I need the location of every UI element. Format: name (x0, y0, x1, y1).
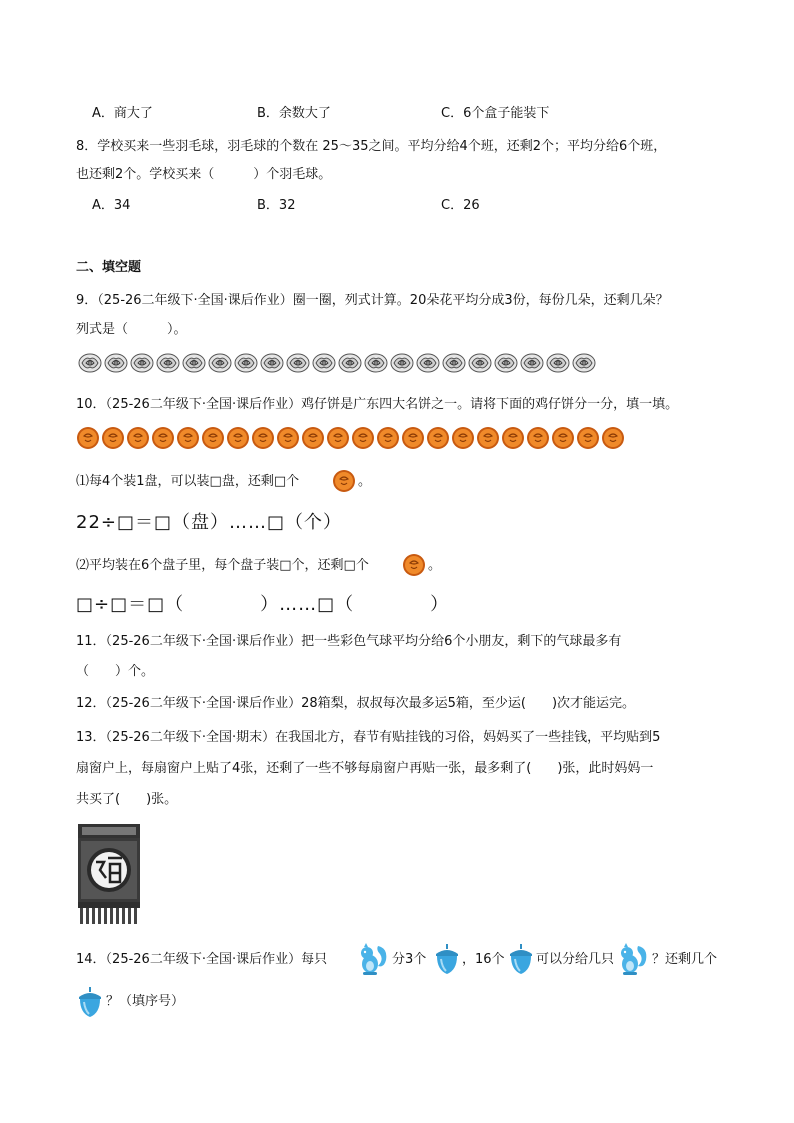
flower-icon (416, 353, 440, 373)
q10-equation2: □÷□＝□（ ）……□（ ） (76, 594, 450, 615)
cake-icon (226, 426, 250, 450)
q10-text-line1: 10．（25-26二年级下·全国·课后作业）鸡仔饼是广东四大名饼之一。请将下面的鸡仔饼分一分，填一填。 (76, 397, 679, 412)
q7-option-c: C．6个盒子能装下 (441, 106, 550, 121)
flower-icon (572, 353, 596, 373)
q13-text-line1: 13．（25-26二年级下·全国·期末）在我国北方，春节有贴挂钱的习俗，妈妈买了一些挂钱，平均贴到5 (76, 730, 661, 745)
flower-icon (208, 353, 232, 373)
cake-icon (551, 426, 575, 450)
flower-icon (260, 353, 284, 373)
flower-icon (520, 353, 544, 373)
flower-icon (182, 353, 206, 373)
q9-text-line2: 列式是（ ）。 (76, 322, 187, 337)
flower-icon (130, 353, 154, 373)
q11-text-line1: 11．（25-26二年级下·全国·课后作业）把一些彩色气球平均分给6个小朋友，剩下的气球最多有 (76, 634, 622, 649)
q12-text-line1: 12．（25-26二年级下·全国·课后作业）28箱梨，叔叔每次最多运5箱，至少运( )次才能运完。 (76, 696, 636, 711)
q14-text-part5: ？还剩几个 (652, 952, 718, 967)
acorn-icon (507, 943, 535, 975)
flower-row (78, 353, 596, 373)
q13-text-line2: 扇窗户上，每扇窗户上贴了4张，还剩了一些不够每扇窗户再贴一张，最多剩了( )张，此时妈妈一 (76, 761, 654, 776)
flower-icon (312, 353, 336, 373)
cake-icon (201, 426, 225, 450)
flower-icon (156, 353, 180, 373)
q8-text-line1: 8．学校买来一些羽毛球，羽毛球的个数在 25～35之间。平均分给4个班，还剩2个；平均分给6个班， (76, 139, 667, 154)
q10-sub1: ⑴每4个装1盘，可以装□盘，还剩□个 (76, 474, 300, 489)
flower-icon (494, 353, 518, 373)
q7-option-b: B．余数大了 (257, 106, 331, 121)
cake-icon (326, 426, 350, 450)
paper-cut-image (76, 822, 142, 926)
cake-icon (376, 426, 400, 450)
q8-option-a: A．34 (92, 198, 131, 213)
cake-icon (401, 426, 425, 450)
q14-text-part1: 14．（25-26二年级下·全国·课后作业）每只 (76, 952, 328, 967)
cake-row (76, 426, 625, 450)
q14-text-part3: ，16个 (462, 952, 505, 967)
cake-icon (426, 426, 450, 450)
cake-icon (151, 426, 175, 450)
cake-icon (501, 426, 525, 450)
squirrel-icon (358, 942, 390, 976)
q14-text-part4: 可以分给几只 (536, 952, 615, 967)
squirrel-icon (618, 942, 650, 976)
cake-icon (101, 426, 125, 450)
q8-option-c: C．26 (441, 198, 480, 213)
q14-text-part2: 分3个 (392, 952, 427, 967)
cake-icon (526, 426, 550, 450)
flower-icon (442, 353, 466, 373)
cake-icon (576, 426, 600, 450)
flower-icon (546, 353, 570, 373)
cake-icon (176, 426, 200, 450)
cake-icon (476, 426, 500, 450)
cake-icon (402, 553, 426, 577)
flower-icon (78, 353, 102, 373)
q13-text-line3: 共买了( )张。 (76, 792, 178, 807)
q11-text-line2: （ ）个。 (76, 664, 155, 679)
cake-icon (451, 426, 475, 450)
flower-icon (104, 353, 128, 373)
q10-sub2: ⑵平均装在6个盘子里，每个盘子装□个，还剩□个 (76, 558, 369, 573)
flower-icon (234, 353, 258, 373)
q9-text-line1: 9．（25-26二年级下·全国·课后作业）圈一圈，列式计算。20朵花平均分成3份，每份几朵，还剩几朵？ (76, 293, 669, 308)
cake-icon (601, 426, 625, 450)
q7-option-a: A．商大了 (92, 106, 153, 121)
section-title: 二、填空题 (76, 260, 142, 275)
q8-text-line2: 也还剩2个。学校买来（ ）个羽毛球。 (76, 167, 332, 182)
q14-text-part6: ？（填序号） (106, 994, 185, 1009)
q8-option-b: B．32 (257, 198, 296, 213)
cake-icon (332, 469, 356, 493)
cake-icon (351, 426, 375, 450)
acorn-icon (433, 943, 461, 975)
flower-icon (364, 353, 388, 373)
acorn-icon (76, 986, 104, 1018)
cake-icon (126, 426, 150, 450)
q10-equation1: 22÷□＝□（盘）……□（个） (76, 512, 343, 533)
flower-icon (338, 353, 362, 373)
cake-icon (301, 426, 325, 450)
flower-icon (468, 353, 492, 373)
cake-icon (76, 426, 100, 450)
flower-icon (286, 353, 310, 373)
flower-icon (390, 353, 414, 373)
cake-icon (251, 426, 275, 450)
cake-icon (276, 426, 300, 450)
